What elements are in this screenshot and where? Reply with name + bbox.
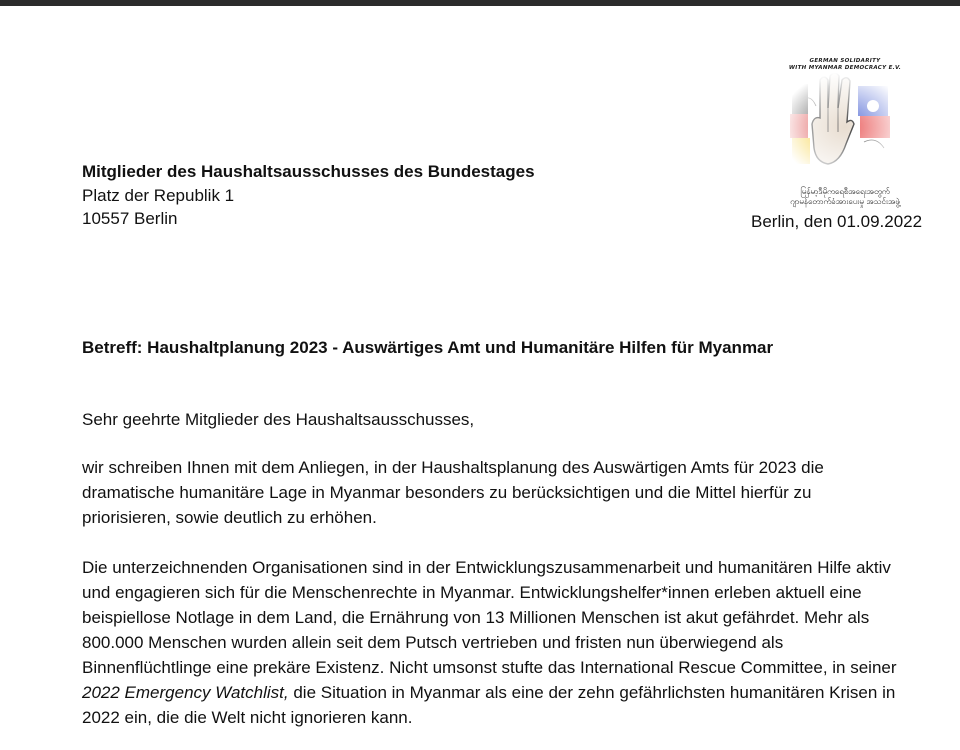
three-finger-salute-icon xyxy=(780,72,910,182)
letter-date: Berlin, den 01.09.2022 xyxy=(751,212,923,231)
watchlist-title: 2022 Emergency Watchlist, xyxy=(82,683,289,702)
logo-burmese-line1: မြန်မာ့ဒီမိုကရေစီအရေးအတွက် xyxy=(800,187,890,196)
logo-burmese-line2: ဂျာမန်တောက်ခံအားပေးမှု အသင်းအဖွဲ့ xyxy=(790,197,900,206)
paragraph-2 xyxy=(82,555,902,730)
logo-caption-line2: WITH MYANMAR DEMOCRACY E.V. xyxy=(788,65,902,71)
recipient-name: Mitglieder des Haushaltsausschusses des Bundestages xyxy=(82,162,535,181)
paragraph-2-part-b: die Situation in Myanmar als eine der zehn gefährlichsten humanitären Krisen in 2022 ein, die die Welt nicht ignorieren kann. xyxy=(82,683,896,727)
top-border xyxy=(0,0,960,6)
recipient-city: 10557 Berlin xyxy=(82,209,178,228)
letter-subject: Betreff: Haushaltplanung 2023 - Auswärtiges Amt und Humanitäre Hilfen für Myanmar xyxy=(82,338,774,357)
paragraph-2-part-a: Die unterzeichnenden Organisationen sind in der Entwicklungszusammenarbeit und humanitären Hilfe aktiv und engagieren sich für die Menschenrechte in Myanmar. Entwicklungshelfer*innen erleben aktuell eine beispiellose Notlage in dem Land, die Ernährung von 13 Millionen Menschen ist akut gefährdet. Mehr als 800.000 Menschen wurden allein seit dem Putsch vertrieben und fristen nun überwiegend als Binnenflüchtlinge eine prekäre Existenz. Nicht umsonst stufte das International Rescue Committee, in seiner xyxy=(82,558,897,677)
logo-caption-line1: GERMAN SOLIDARITY xyxy=(809,58,881,64)
recipient-address xyxy=(82,160,535,231)
paragraph-1: wir schreiben Ihnen mit dem Anliegen, in der Haushaltsplanung des Auswärtigen Amts für 2023 die dramatische humanitäre Lage in Myanmar besonders zu berücksichtigen und die Mittel hierfür zu priorisieren, sowie deutlich zu erhöhen. xyxy=(82,458,824,527)
letter-salutation: Sehr geehrte Mitglieder des Haushaltsausschusses, xyxy=(82,410,475,429)
organization-logo xyxy=(780,58,910,208)
recipient-street: Platz der Republik 1 xyxy=(82,185,235,205)
